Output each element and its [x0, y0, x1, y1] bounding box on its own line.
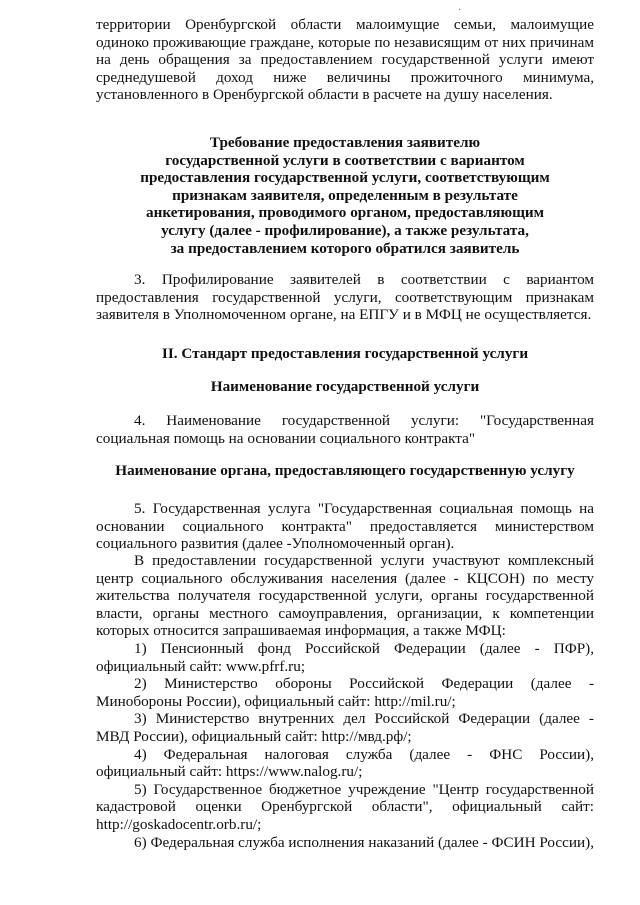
heading-line: предоставления государственной услуги, соответствующим — [140, 169, 550, 187]
paragraph-5: 5. Государственная услуга "Государственная социальная помощь на основании социального контракта" предоставляется министерством социального развития (далее -Уполномоченный орган). — [96, 500, 594, 553]
list-item: 3) Министерство внутренних дел Российской Федерации (далее - МВД России), официальный сайт: http://мвд.рф/; — [96, 710, 594, 745]
paragraph-3: 3. Профилирование заявителей в соответствии с вариантом предоставления государственной услуги, соответствующим признакам заявителя в Уполномоченном органе, на ЕПГУ и в МФЦ не осуществляется. — [96, 271, 594, 324]
list-item: 5) Государственное бюджетное учреждение "Центр государственной кадастровой оценки Оренбургской области", официальный сайт: http://goskadocentr.orb.ru/; — [96, 780, 594, 833]
heading-profiling — [96, 134, 594, 257]
heading-line: услугу (далее - профилирование), а также результата, — [161, 221, 529, 239]
heading-line: Требование предоставления заявителю — [209, 134, 481, 151]
paragraph-participants: В предоставлении государственной услуги участвуют комплексный центр социального обслуживания населения (далее - КЦСОН) по месту жительства получателя государственной услуги, органы государственной власти, органы местного самоуправления, организации, к компетенции которых относится запрашиваемая информация, а также МФЦ: — [96, 552, 594, 640]
paragraph-top: территории Оренбургской области малоимущие семьи, малоимущие одиноко проживающие граждане, которые по независящим от них причинам на день обращения за предоставлением государственной услуги имеют среднедушевой доход ниже величины прожиточного минимума, установленного в Оренбургской области в расчете на душу населения. — [96, 16, 594, 104]
heading-service-name: Наименование государственной услуги — [210, 378, 480, 395]
list-item: 4) Федеральная налоговая служба (далее - ФНС России), официальный сайт: https://www.nalog.ru/; — [96, 745, 594, 781]
heading-organ: Наименование органа, предоставляющего государственную услугу — [115, 462, 575, 479]
scan-mark: · — [458, 5, 462, 16]
heading-line: признакам заявителя, определенным в результате — [172, 186, 518, 204]
section-title: II. Стандарт предоставления государственной услуги — [161, 345, 529, 362]
heading-line: анкетирования, проводимого органом, предоставляющим — [146, 204, 544, 222]
list-item: 1) Пенсионный фонд Российской Федерации (далее - ПФР), официальный сайт: www.pfrf.ru; — [96, 640, 594, 675]
list-item: 2) Министерство обороны Российской Федерации (далее - Минобороны России), официальный сайт: http://mil.ru/; — [96, 675, 594, 710]
paragraph-4: 4. Наименование государственной услуги: "Государственная социальная помощь на основании социального контракта" — [96, 412, 594, 447]
agency-list — [96, 640, 594, 851]
list-item: 6) Федеральная служба исполнения наказаний (далее - ФСИН России), — [134, 833, 594, 851]
heading-line: государственной услуги в соответствии с вариантом — [165, 151, 525, 169]
heading-line: за предоставлением которого обратился заявитель — [170, 239, 520, 257]
